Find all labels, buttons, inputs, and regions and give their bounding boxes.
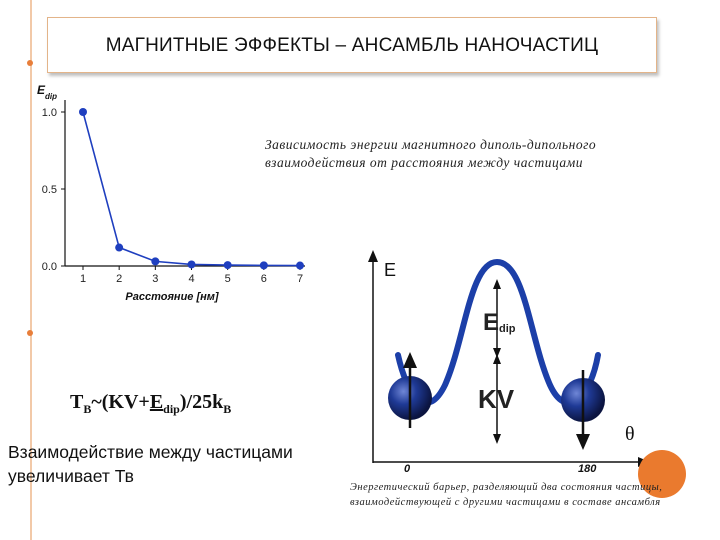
chart-x-tick-label: 1 xyxy=(79,273,87,285)
chart-y-tick-label: 1.0 xyxy=(41,107,57,119)
formula-t-sub: B xyxy=(83,402,92,416)
edip-arrowhead-up xyxy=(493,279,501,289)
statement-line-2: увеличивает Тв xyxy=(8,466,134,486)
statement-line-1: Взаимодействие между частицами xyxy=(8,442,293,462)
blocking-temperature-formula xyxy=(70,391,231,417)
chart-data-point xyxy=(115,244,123,252)
interaction-statement xyxy=(8,440,368,488)
chart-caption: Зависимость энергии магнитного диполь-дипольного взаимодействия от расстояния между частицами xyxy=(265,137,597,170)
barrier-y-label: E xyxy=(384,260,397,280)
barrier-y-arrowhead xyxy=(368,250,378,262)
formula-k-sub: B xyxy=(223,402,232,416)
spin-arrowhead-up xyxy=(403,352,417,368)
barrier-caption: Энергетический барьер, разделяющий два состояния частицы, взаимодействующей с другими частицами в составе ансамбля xyxy=(350,482,663,508)
chart-data-point xyxy=(296,262,304,270)
chart-x-tick-label: 5 xyxy=(224,273,231,285)
kv-label: KV xyxy=(478,384,515,414)
chart-y-label: E xyxy=(37,83,46,97)
barrier-tick-0: 0 xyxy=(404,463,411,475)
chart-x-tick-label: 2 xyxy=(116,273,123,285)
chart-data-point xyxy=(79,108,87,116)
chart-x-tick-label: 6 xyxy=(260,273,267,285)
chart-x-tick-label: 4 xyxy=(188,273,195,285)
barrier-tick-180: 180 xyxy=(578,463,597,475)
chart-data-point xyxy=(224,261,232,269)
kv-arrowhead-down xyxy=(493,434,501,444)
chart-x-tick-label: 7 xyxy=(296,273,304,285)
slide-title: МАГНИТНЫЕ ЭФФЕКТЫ – АНСАМБЛЬ НАНОЧАСТИЦ xyxy=(105,35,599,56)
formula-t: T xyxy=(70,391,84,413)
chart-y-tick-label: 0.0 xyxy=(41,261,57,273)
barrier-x-label: θ xyxy=(625,423,635,445)
chart-x-label: Расстояние [нм] xyxy=(125,291,219,303)
formula-rest: )/25k xyxy=(179,391,224,413)
chart-data-point xyxy=(151,257,159,265)
edip-label: Edip xyxy=(483,309,516,336)
chart-y-label-sub: dip xyxy=(45,92,57,101)
spin-arrowhead-down xyxy=(576,434,590,450)
energy-barrier-diagram xyxy=(368,250,650,475)
chart-x-tick-label: 3 xyxy=(152,273,159,285)
kv-arrowhead-up xyxy=(493,354,501,364)
formula-edip: E xyxy=(149,391,164,413)
chart-y-tick-label: 0.5 xyxy=(41,184,57,196)
formula-open: ~(KV+ xyxy=(91,391,150,413)
chart-data-point xyxy=(260,261,268,269)
chart-data-point xyxy=(188,260,196,268)
formula-edip-sub: dip xyxy=(163,402,180,416)
